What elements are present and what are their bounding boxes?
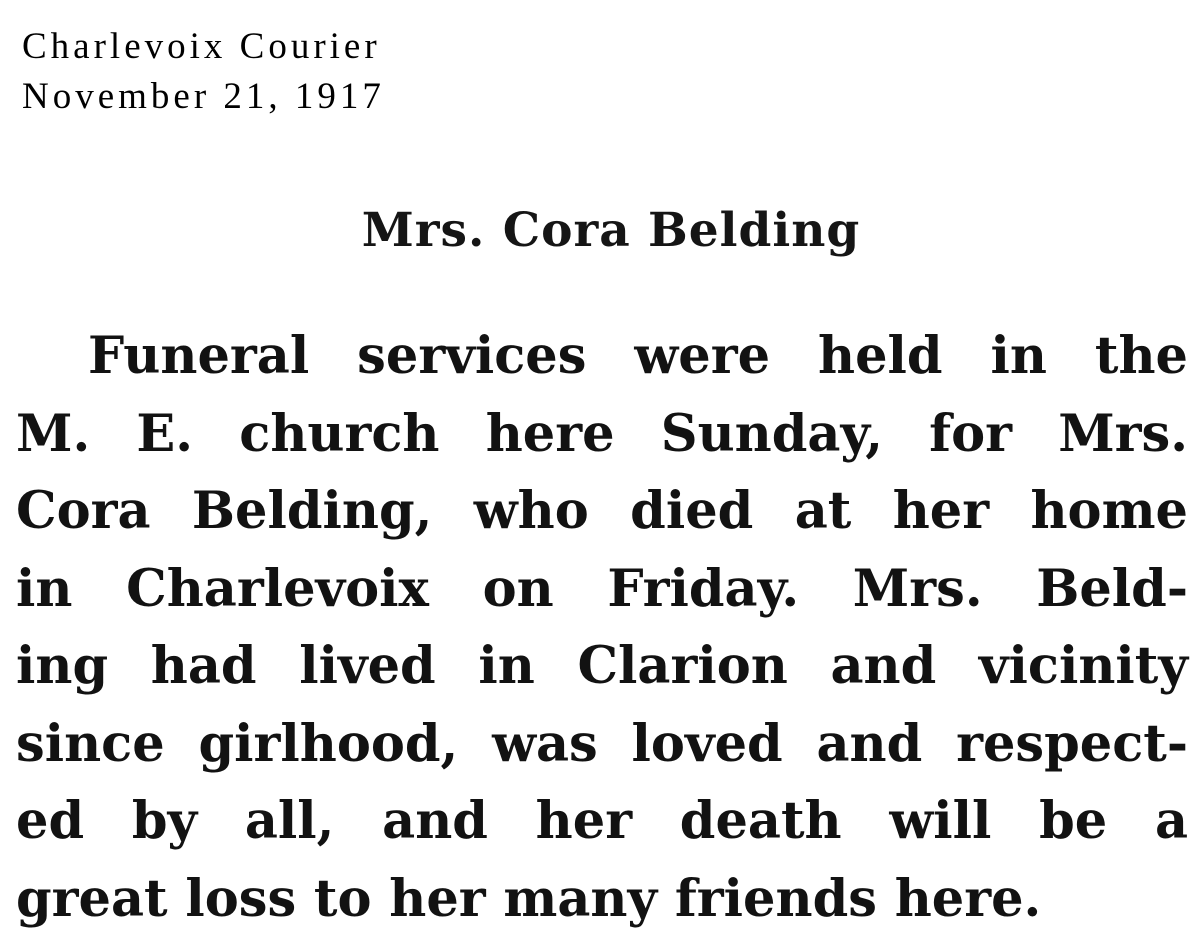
article-line: ing had lived in Clarion and vicinity	[16, 636, 1188, 696]
publication-date: November 21, 1917	[22, 76, 385, 117]
article-line: since girlhood, was loved and respect-	[16, 713, 1188, 774]
article-line: ed by all, and her death will be a	[16, 791, 1188, 851]
article-line: Funeral services were held in the	[88, 326, 1188, 386]
newspaper-name: Charlevoix Courier	[22, 26, 381, 67]
article-line: great loss to her many friends here.	[16, 868, 1042, 929]
article-line: M. E. church here Sunday, for Mrs.	[16, 403, 1188, 464]
article-line: in Charlevoix on Friday. Mrs. Beld-	[16, 558, 1188, 619]
article-line: Cora Belding, who died at her home	[16, 481, 1188, 541]
article-body	[16, 318, 1188, 938]
article-headline: Mrs. Cora Belding	[361, 203, 861, 258]
newspaper-source	[22, 22, 385, 122]
